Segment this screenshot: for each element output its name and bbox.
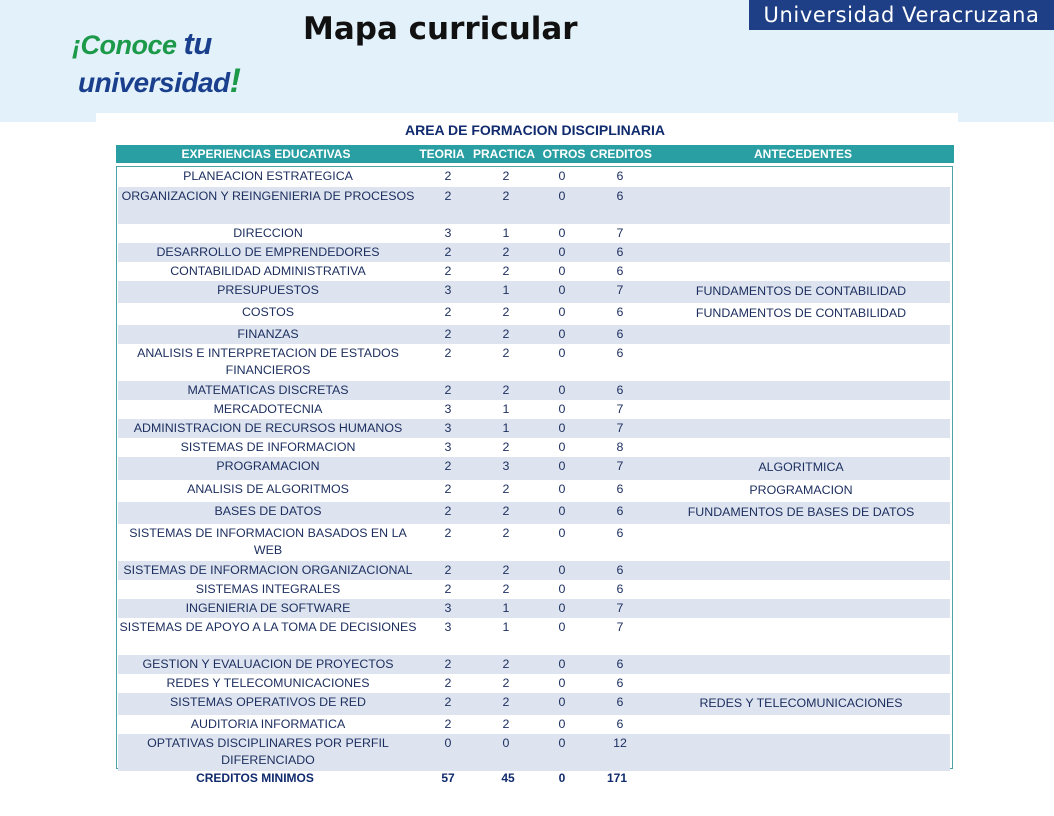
row-teoria: 2 (444, 383, 452, 397)
row-otros: 0 (558, 676, 566, 690)
row-creditos: 6 (616, 526, 624, 540)
totals-otros: 0 (558, 771, 566, 785)
row-practica: 2 (502, 695, 510, 709)
row-creditos: 6 (616, 657, 624, 671)
row-otros: 0 (558, 283, 566, 297)
conoce-tu-universidad-logo (70, 22, 270, 98)
row-course-name: MATEMATICAS DISCRETAS (187, 383, 349, 397)
row-antecedente: FUNDAMENTOS DE CONTABILIDAD (695, 306, 907, 320)
row-teoria: 2 (444, 526, 452, 540)
row-practica: 2 (502, 526, 510, 540)
row-practica: 2 (502, 504, 510, 518)
row-course-name: SISTEMAS OPERATIVOS DE RED (170, 695, 366, 709)
row-practica: 1 (502, 620, 510, 634)
row-creditos: 6 (616, 169, 624, 183)
row-otros: 0 (558, 226, 566, 240)
row-practica: 1 (502, 283, 510, 297)
row-otros: 0 (558, 346, 566, 360)
row-antecedente: ALGORITMICA (758, 460, 844, 474)
row-course-name: DESARROLLO DE EMPRENDEDORES (156, 245, 380, 259)
row-creditos: 6 (616, 189, 624, 203)
row-otros: 0 (558, 717, 566, 731)
logo-tu: tu (183, 26, 212, 61)
row-practica: 2 (502, 327, 510, 341)
row-otros: 0 (558, 582, 566, 596)
row-course-name: SISTEMAS DE INFORMACION (180, 440, 356, 454)
row-practica: 1 (502, 601, 510, 615)
row-teoria: 3 (444, 421, 452, 435)
totals-teoria: 57 (441, 771, 455, 785)
row-course-name: ORGANIZACION Y REINGENIERIA DE PROCESOS (121, 189, 415, 203)
row-otros: 0 (558, 657, 566, 671)
row-creditos: 6 (616, 676, 624, 690)
row-creditos: 6 (616, 582, 624, 596)
header-otros: OTROS (542, 147, 586, 161)
row-teoria: 2 (444, 459, 452, 473)
row-course-name: AUDITORIA INFORMATICA (190, 717, 346, 731)
totals-practica: 45 (501, 771, 515, 785)
row-practica: 2 (502, 264, 510, 278)
row-course-name: DIRECCION (233, 226, 303, 240)
table-title: AREA DE FORMACION DISCIPLINARIA (404, 122, 666, 138)
row-creditos: 6 (616, 695, 624, 709)
row-otros: 0 (558, 440, 566, 454)
row-course-name: ANALISIS E INTERPRETACION DE ESTADOS FINANCIEROS (137, 346, 399, 377)
row-teoria: 2 (444, 563, 452, 577)
row-course-name: COSTOS (241, 305, 295, 319)
row-otros: 0 (558, 305, 566, 319)
row-creditos: 7 (616, 459, 624, 473)
header-teoria: TEORIA (419, 147, 465, 161)
row-course-name: PLANEACION ESTRATEGICA (183, 169, 353, 183)
row-practica: 2 (502, 346, 510, 360)
row-antecedente: PROGRAMACION (749, 483, 853, 497)
row-teoria: 2 (444, 245, 452, 259)
row-creditos: 8 (616, 440, 624, 454)
logo-line-2: universidad! (78, 62, 241, 100)
row-otros: 0 (558, 169, 566, 183)
header-experiencias: EXPERIENCIAS EDUCATIVAS (181, 147, 351, 161)
page-title: Mapa curricular (303, 11, 578, 47)
row-course-name: PRESUPUESTOS (217, 283, 319, 297)
row-teoria: 2 (444, 717, 452, 731)
row-otros: 0 (558, 264, 566, 278)
row-practica: 2 (502, 657, 510, 671)
row-otros: 0 (558, 327, 566, 341)
row-creditos: 7 (616, 620, 624, 634)
row-creditos: 7 (616, 226, 624, 240)
row-practica: 2 (502, 245, 510, 259)
row-course-name: REDES Y TELECOMUNICACIONES (166, 676, 370, 690)
row-antecedente: FUNDAMENTOS DE CONTABILIDAD (695, 284, 907, 298)
row-otros: 0 (558, 504, 566, 518)
row-practica: 2 (502, 676, 510, 690)
row-teoria: 2 (444, 676, 452, 690)
row-teoria: 2 (444, 264, 452, 278)
row-creditos: 6 (616, 346, 624, 360)
totals-label: CREDITOS MINIMOS (196, 771, 314, 785)
row-teoria: 3 (444, 620, 452, 634)
row-practica: 1 (502, 402, 510, 416)
row-practica: 3 (502, 459, 510, 473)
row-creditos: 12 (613, 736, 627, 750)
header-creditos: CREDITOS (590, 147, 652, 161)
row-teoria: 3 (444, 226, 452, 240)
row-creditos: 6 (616, 482, 624, 496)
totals-creditos: 171 (606, 771, 628, 785)
row-otros: 0 (558, 620, 566, 634)
row-practica: 2 (502, 563, 510, 577)
row-creditos: 7 (616, 601, 624, 615)
row-course-name: SISTEMAS DE INFORMACION BASADOS EN LA WEB (129, 526, 407, 557)
row-teoria: 2 (444, 346, 452, 360)
university-badge: Universidad Veracruzana (749, 0, 1054, 30)
row-creditos: 6 (616, 245, 624, 259)
logo-line-1: ¡Conoce tu (72, 26, 212, 61)
row-practica: 0 (502, 736, 510, 750)
row-teoria: 2 (444, 695, 452, 709)
row-practica: 2 (502, 189, 510, 203)
row-teoria: 2 (444, 582, 452, 596)
row-otros: 0 (558, 736, 566, 750)
row-course-name: SISTEMAS DE INFORMACION ORGANIZACIONAL (123, 563, 413, 577)
row-otros: 0 (558, 189, 566, 203)
row-otros: 0 (558, 459, 566, 473)
header-practica: PRACTICA (473, 147, 535, 161)
row-practica: 2 (502, 717, 510, 731)
row-practica: 1 (502, 226, 510, 240)
row-teoria: 3 (444, 402, 452, 416)
row-teoria: 2 (444, 305, 452, 319)
row-course-name: CONTABILIDAD ADMINISTRATIVA (170, 264, 366, 278)
header-antecedentes: ANTECEDENTES (753, 147, 853, 161)
row-otros: 0 (558, 482, 566, 496)
row-antecedente: REDES Y TELECOMUNICACIONES (699, 696, 903, 710)
row-otros: 0 (558, 402, 566, 416)
row-teoria: 2 (444, 169, 452, 183)
row-otros: 0 (558, 695, 566, 709)
row-course-name: INGENIERIA DE SOFTWARE (185, 601, 351, 615)
row-teoria: 3 (444, 440, 452, 454)
row-course-name: FINANZAS (237, 327, 299, 341)
row-course-name: SISTEMAS INTEGRALES (195, 582, 341, 596)
row-otros: 0 (558, 563, 566, 577)
row-course-name: BASES DE DATOS (214, 504, 322, 518)
row-creditos: 7 (616, 402, 624, 416)
row-practica: 2 (502, 305, 510, 319)
row-teoria: 0 (444, 736, 452, 750)
row-otros: 0 (558, 601, 566, 615)
row-course-name: SISTEMAS DE APOYO A LA TOMA DE DECISIONES (119, 620, 417, 634)
row-course-name: ANALISIS DE ALGORITMOS (187, 482, 349, 496)
row-teoria: 2 (444, 657, 452, 671)
row-creditos: 6 (616, 305, 624, 319)
row-practica: 2 (502, 582, 510, 596)
row-otros: 0 (558, 526, 566, 540)
row-practica: 2 (502, 440, 510, 454)
row-creditos: 7 (616, 283, 624, 297)
row-creditos: 6 (616, 563, 624, 577)
row-teoria: 2 (444, 327, 452, 341)
row-teoria: 2 (444, 504, 452, 518)
row-practica: 1 (502, 421, 510, 435)
row-practica: 2 (502, 169, 510, 183)
row-creditos: 6 (616, 383, 624, 397)
row-teoria: 3 (444, 601, 452, 615)
row-course-name: ADMINISTRACION DE RECURSOS HUMANOS (133, 421, 403, 435)
row-practica: 2 (502, 482, 510, 496)
row-course-name: PROGRAMACION (216, 459, 320, 473)
row-creditos: 6 (616, 264, 624, 278)
row-course-name: MERCADOTECNIA (213, 402, 323, 416)
row-creditos: 6 (616, 327, 624, 341)
row-teoria: 2 (444, 189, 452, 203)
row-course-name: OPTATIVAS DISCIPLINARES POR PERFIL DIFERENCIADO (147, 736, 389, 767)
row-teoria: 2 (444, 482, 452, 496)
row-otros: 0 (558, 245, 566, 259)
row-teoria: 3 (444, 283, 452, 297)
row-otros: 0 (558, 421, 566, 435)
row-creditos: 6 (616, 504, 624, 518)
row-practica: 2 (502, 383, 510, 397)
row-course-name: GESTION Y EVALUACION DE PROYECTOS (142, 657, 394, 671)
logo-exclamation: ! (229, 62, 241, 100)
row-creditos: 7 (616, 421, 624, 435)
row-otros: 0 (558, 383, 566, 397)
row-antecedente: FUNDAMENTOS DE BASES DE DATOS (687, 505, 915, 519)
row-creditos: 6 (616, 717, 624, 731)
